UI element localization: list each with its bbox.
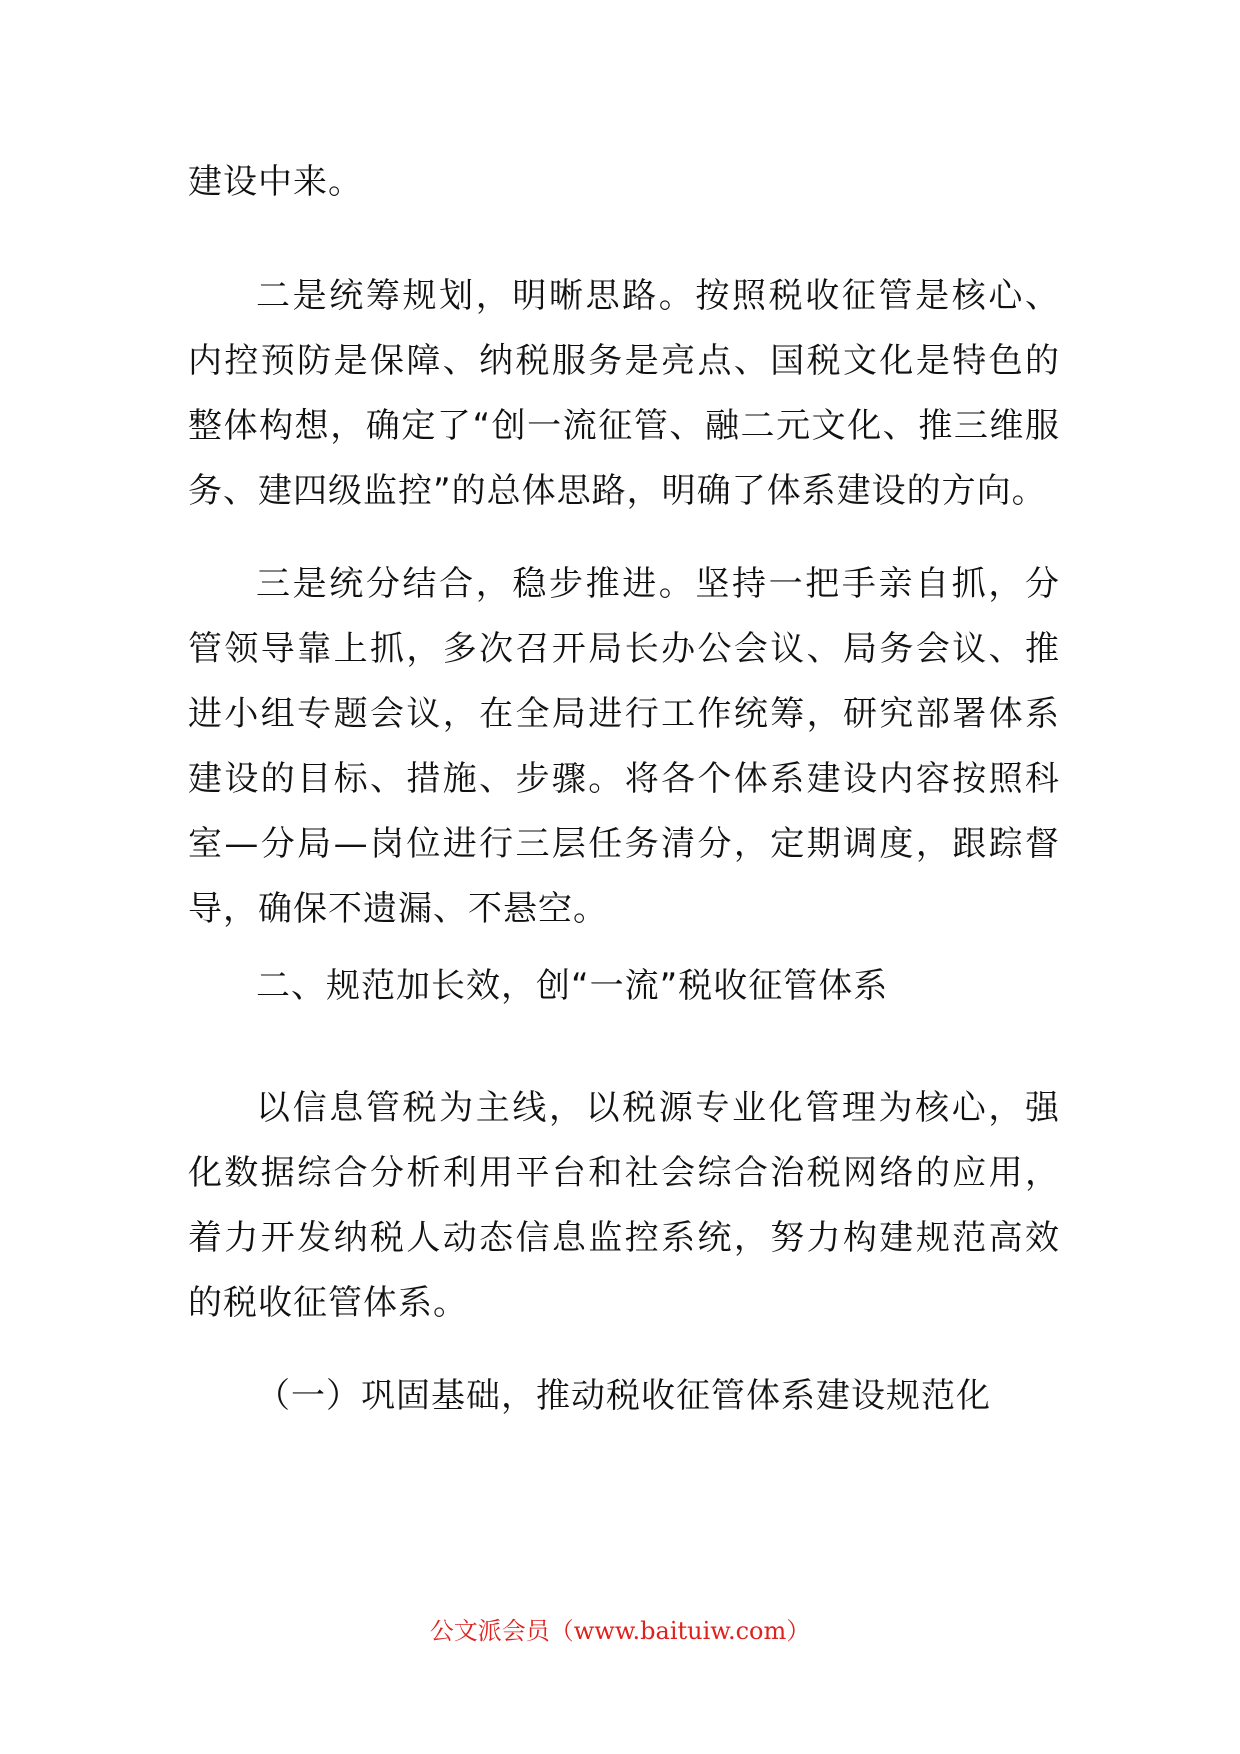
paragraph-planning: 二是统筹规划，明晰思路。按照税收征管是核心、内控预防是保障、纳税服务是亮点、国税文化是特色的整体构想，确定了“创一流征管、融二元文化、推三维服务、建四级监控”的总体思路，明确了体系建设的方向。 [188,276,1060,511]
paragraph-coordination: 三是统分结合，稳步推进。坚持一把手亲自抓，分管领导靠上抓，多次召开局长办公会议、局务会议、推进小组专题会议，在全局进行工作统筹，研究部署体系建设的目标、措施、步骤。将各个体系建设内容按照科室—分局—岗位进行三层任务清分，定期调度，跟踪督导，确保不遗漏、不悬空。 [188,564,1060,929]
paragraph-continuation: 建设中来。 [188,162,363,202]
footer-watermark-link[interactable]: 公文派会员（www.baituiw.com） [429,1617,811,1645]
paragraph-section-intro: 以信息管税为主线，以税源专业化管理为核心，强化数据综合分析利用平台和社会综合治税网络的应用，着力开发纳税人动态信息监控系统，努力构建规范高效的税收征管体系。 [188,1088,1060,1323]
section-heading-2: 二、规范加长效，创“一流”税收征管体系 [256,966,889,1006]
subsection-heading-1: （一）巩固基础，推动税收征管体系建设规范化 [256,1376,991,1416]
